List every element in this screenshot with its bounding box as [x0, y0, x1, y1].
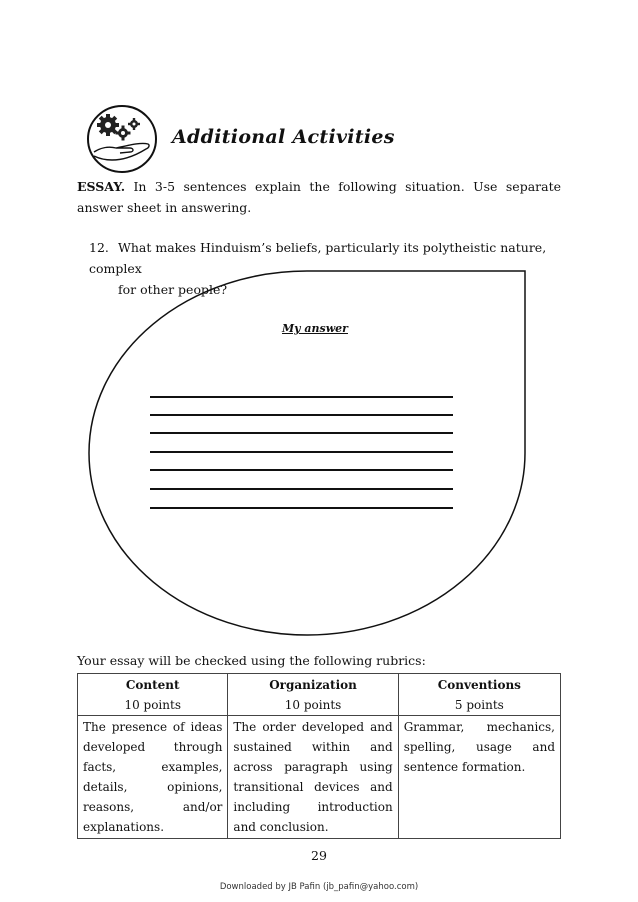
instructions-lead: ESSAY. — [77, 179, 126, 194]
answer-label: My answer — [282, 322, 348, 335]
rubric-title: Organization — [269, 678, 357, 692]
rubric-points: 10 points — [124, 698, 181, 712]
rubric-description-content: The presence of ideas developed through facts, examples, details, opinions, reasons, and/or explanations. — [78, 716, 228, 839]
answer-line[interactable] — [150, 488, 453, 490]
rubric-table — [77, 673, 561, 839]
page-number: 29 — [311, 848, 327, 863]
answer-line[interactable] — [150, 432, 453, 434]
rubric-title: Conventions — [437, 678, 521, 692]
instructions-text: In 3-5 sentences explain the following situation. Use separate answer sheet in answering. — [77, 179, 561, 215]
rubric-header-content — [78, 674, 228, 716]
question-line-2: for other people? — [118, 282, 228, 297]
rubric-header-organization — [228, 674, 398, 716]
instructions — [77, 176, 561, 218]
rubric-description-row — [78, 716, 561, 839]
answer-line[interactable] — [150, 414, 453, 416]
rubric-header-row — [78, 674, 561, 716]
answer-line[interactable] — [150, 451, 453, 453]
rubric-description-conventions: Grammar, mechanics, spelling, usage and sentence formation. — [398, 716, 560, 839]
rubric-description-organization: The order developed and sustained within and across paragraph using transitional devices and including introduction and conclusion. — [228, 716, 398, 839]
answer-line[interactable] — [150, 396, 453, 398]
answer-line[interactable] — [150, 469, 453, 471]
rubric-intro: Your essay will be checked using the following rubrics: — [77, 653, 426, 668]
rubric-points: 5 points — [454, 698, 504, 712]
page-title: Additional Activities — [172, 126, 395, 148]
question-line-1: What makes Hinduism’s beliefs, particularly its polytheistic nature, complex — [89, 240, 547, 276]
rubric-header-conventions — [398, 674, 560, 716]
answer-line[interactable] — [150, 507, 453, 509]
gears-in-hand-icon — [86, 104, 158, 178]
rubric-title: Content — [125, 678, 180, 692]
rubric-points: 10 points — [284, 698, 342, 712]
download-footer: Downloaded by JB Pafin (jb_pafin@yahoo.com) — [219, 882, 419, 892]
question-number: 12. — [89, 240, 109, 255]
